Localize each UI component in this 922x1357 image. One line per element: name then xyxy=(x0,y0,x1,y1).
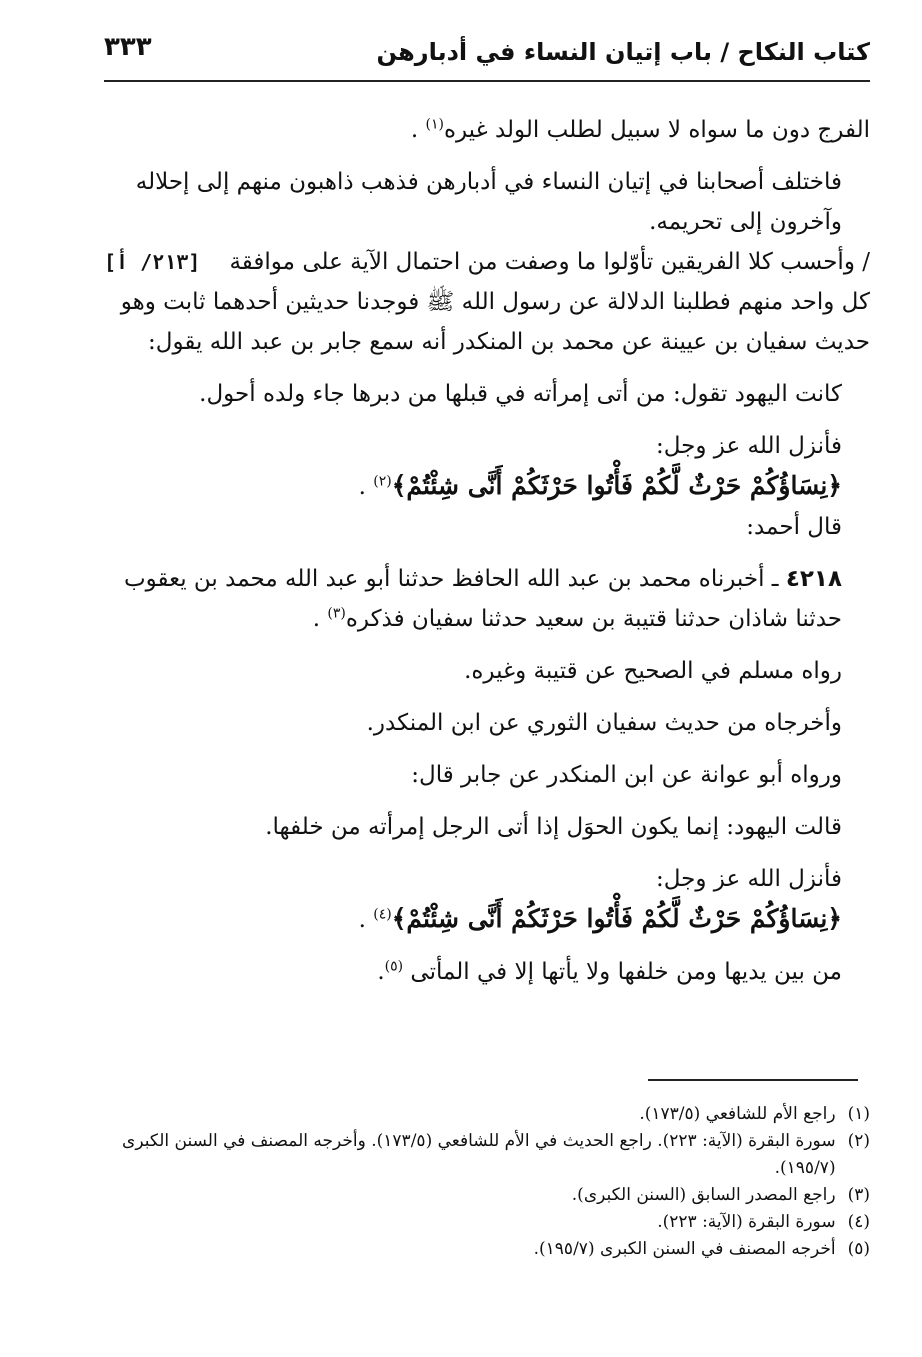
text-line: فأنزل الله عز وجل: xyxy=(656,866,842,892)
hadith-number: ٤٢١٨ xyxy=(785,566,842,592)
text-line: كانت اليهود تقول: من أتى إمرأته في قبلها من دبرها جاء ولده أحول. xyxy=(199,381,842,407)
page-header xyxy=(104,30,870,82)
footnote-number: (٤) xyxy=(847,1212,870,1232)
footnote-ref[interactable]: (٢) xyxy=(373,473,392,490)
text-line: وأخرجاه من حديث سفيان الثوري عن ابن المنكدر. xyxy=(366,710,842,736)
running-title: كتاب النكاح / باب إتيان النساء في أدبارهن xyxy=(376,38,870,66)
footnote-ref[interactable]: (١) xyxy=(425,116,444,133)
paragraph: فاختلف أصحابنا في إتيان النساء في أدبارهن فذهب ذاهبون منهم إلى إحلاله وآخرون إلى تحريمه. xyxy=(135,169,842,235)
footnote-divider xyxy=(648,1079,858,1081)
margin-folio-ref: [٢١٣/ أ] xyxy=(104,250,201,274)
footnote-ref[interactable]: (٤) xyxy=(373,906,392,923)
page-number: ٣٣٣ xyxy=(104,32,152,62)
footnote: (٣) راجع المصدر السابق (السنن الكبرى). xyxy=(104,1182,870,1209)
footnote-number: (٢) xyxy=(847,1131,870,1151)
footnote: (٥) أخرجه المصنف في السنن الكبرى (١٩٥/٧). xyxy=(104,1236,870,1263)
footnote-ref[interactable]: (٥) xyxy=(384,958,404,975)
text-line: قالت اليهود: إنما يكون الحوَل إذا أتى الرجل إمرأته من خلفها. xyxy=(265,814,842,840)
footnote-ref[interactable]: (٣) xyxy=(327,605,346,622)
text-line: قال أحمد: xyxy=(746,514,842,540)
footnotes xyxy=(104,1101,870,1263)
text-line: الفرج دون ما سواه لا سبيل لطلب الولد غيره$^{(١)}$ . xyxy=(410,116,870,143)
text-line: من بين يديها ومن خلفها ولا يأتها إلا في المأتى $^{(٥)}$. xyxy=(377,958,842,985)
paragraph: [٢١٣/ أ] / وأحسب كلا الفريقين تأوّلوا ما وصفت من احتمال الآية على موافقة كل واحد منهم فطلبنا الدلالة عن رسول الله ﷺ فوجدنا حديثين أحدهما ثابت وهو حديث سفيان بن عيينة عن محمد بن المنكدر أنه سمع جابر بن عبد الله يقول: xyxy=(104,242,870,362)
footnote: (١) راجع الأم للشافعي (١٧٣/٥). xyxy=(104,1101,870,1128)
main-text xyxy=(104,110,870,992)
footnote: (٢) سورة البقرة (الآية: ٢٢٣). راجع الحديث في الأم للشافعي (١٧٣/٥). وأخرجه المصنف في السنن الكبرى (١٩٥/٧). xyxy=(104,1128,870,1182)
text-line: فأنزل الله عز وجل: xyxy=(656,433,842,459)
footnote-number: (٣) xyxy=(847,1185,870,1205)
quran-verse: ﴿نِسَاؤُكُمْ حَرْثٌ لَّكُمْ فَأْتُوا حَرْثَكُمْ أَنَّى شِئْتُمْ﴾$^{(٤)}$ . xyxy=(358,904,842,933)
text-line: ورواه أبو عوانة عن ابن المنكدر عن جابر قال: xyxy=(411,762,842,788)
footnote-number: (٥) xyxy=(847,1239,870,1259)
hadith-paragraph: ٤٢١٨ ـ أخبرناه محمد بن عبد الله الحافظ حدثنا أبو عبد الله محمد بن يعقوب حدثنا شاذان حدثنا قتيبة بن سعيد حدثنا سفيان فذكره$^{(٣)}$ . xyxy=(123,566,842,632)
footnote-number: (١) xyxy=(847,1104,870,1124)
quran-verse: ﴿نِسَاؤُكُمْ حَرْثٌ لَّكُمْ فَأْتُوا حَرْثَكُمْ أَنَّى شِئْتُمْ﴾$^{(٢)}$ . xyxy=(358,471,842,500)
text-line: رواه مسلم في الصحيح عن قتيبة وغيره. xyxy=(464,658,842,684)
footnote: (٤) سورة البقرة (الآية: ٢٢٣). xyxy=(104,1209,870,1236)
